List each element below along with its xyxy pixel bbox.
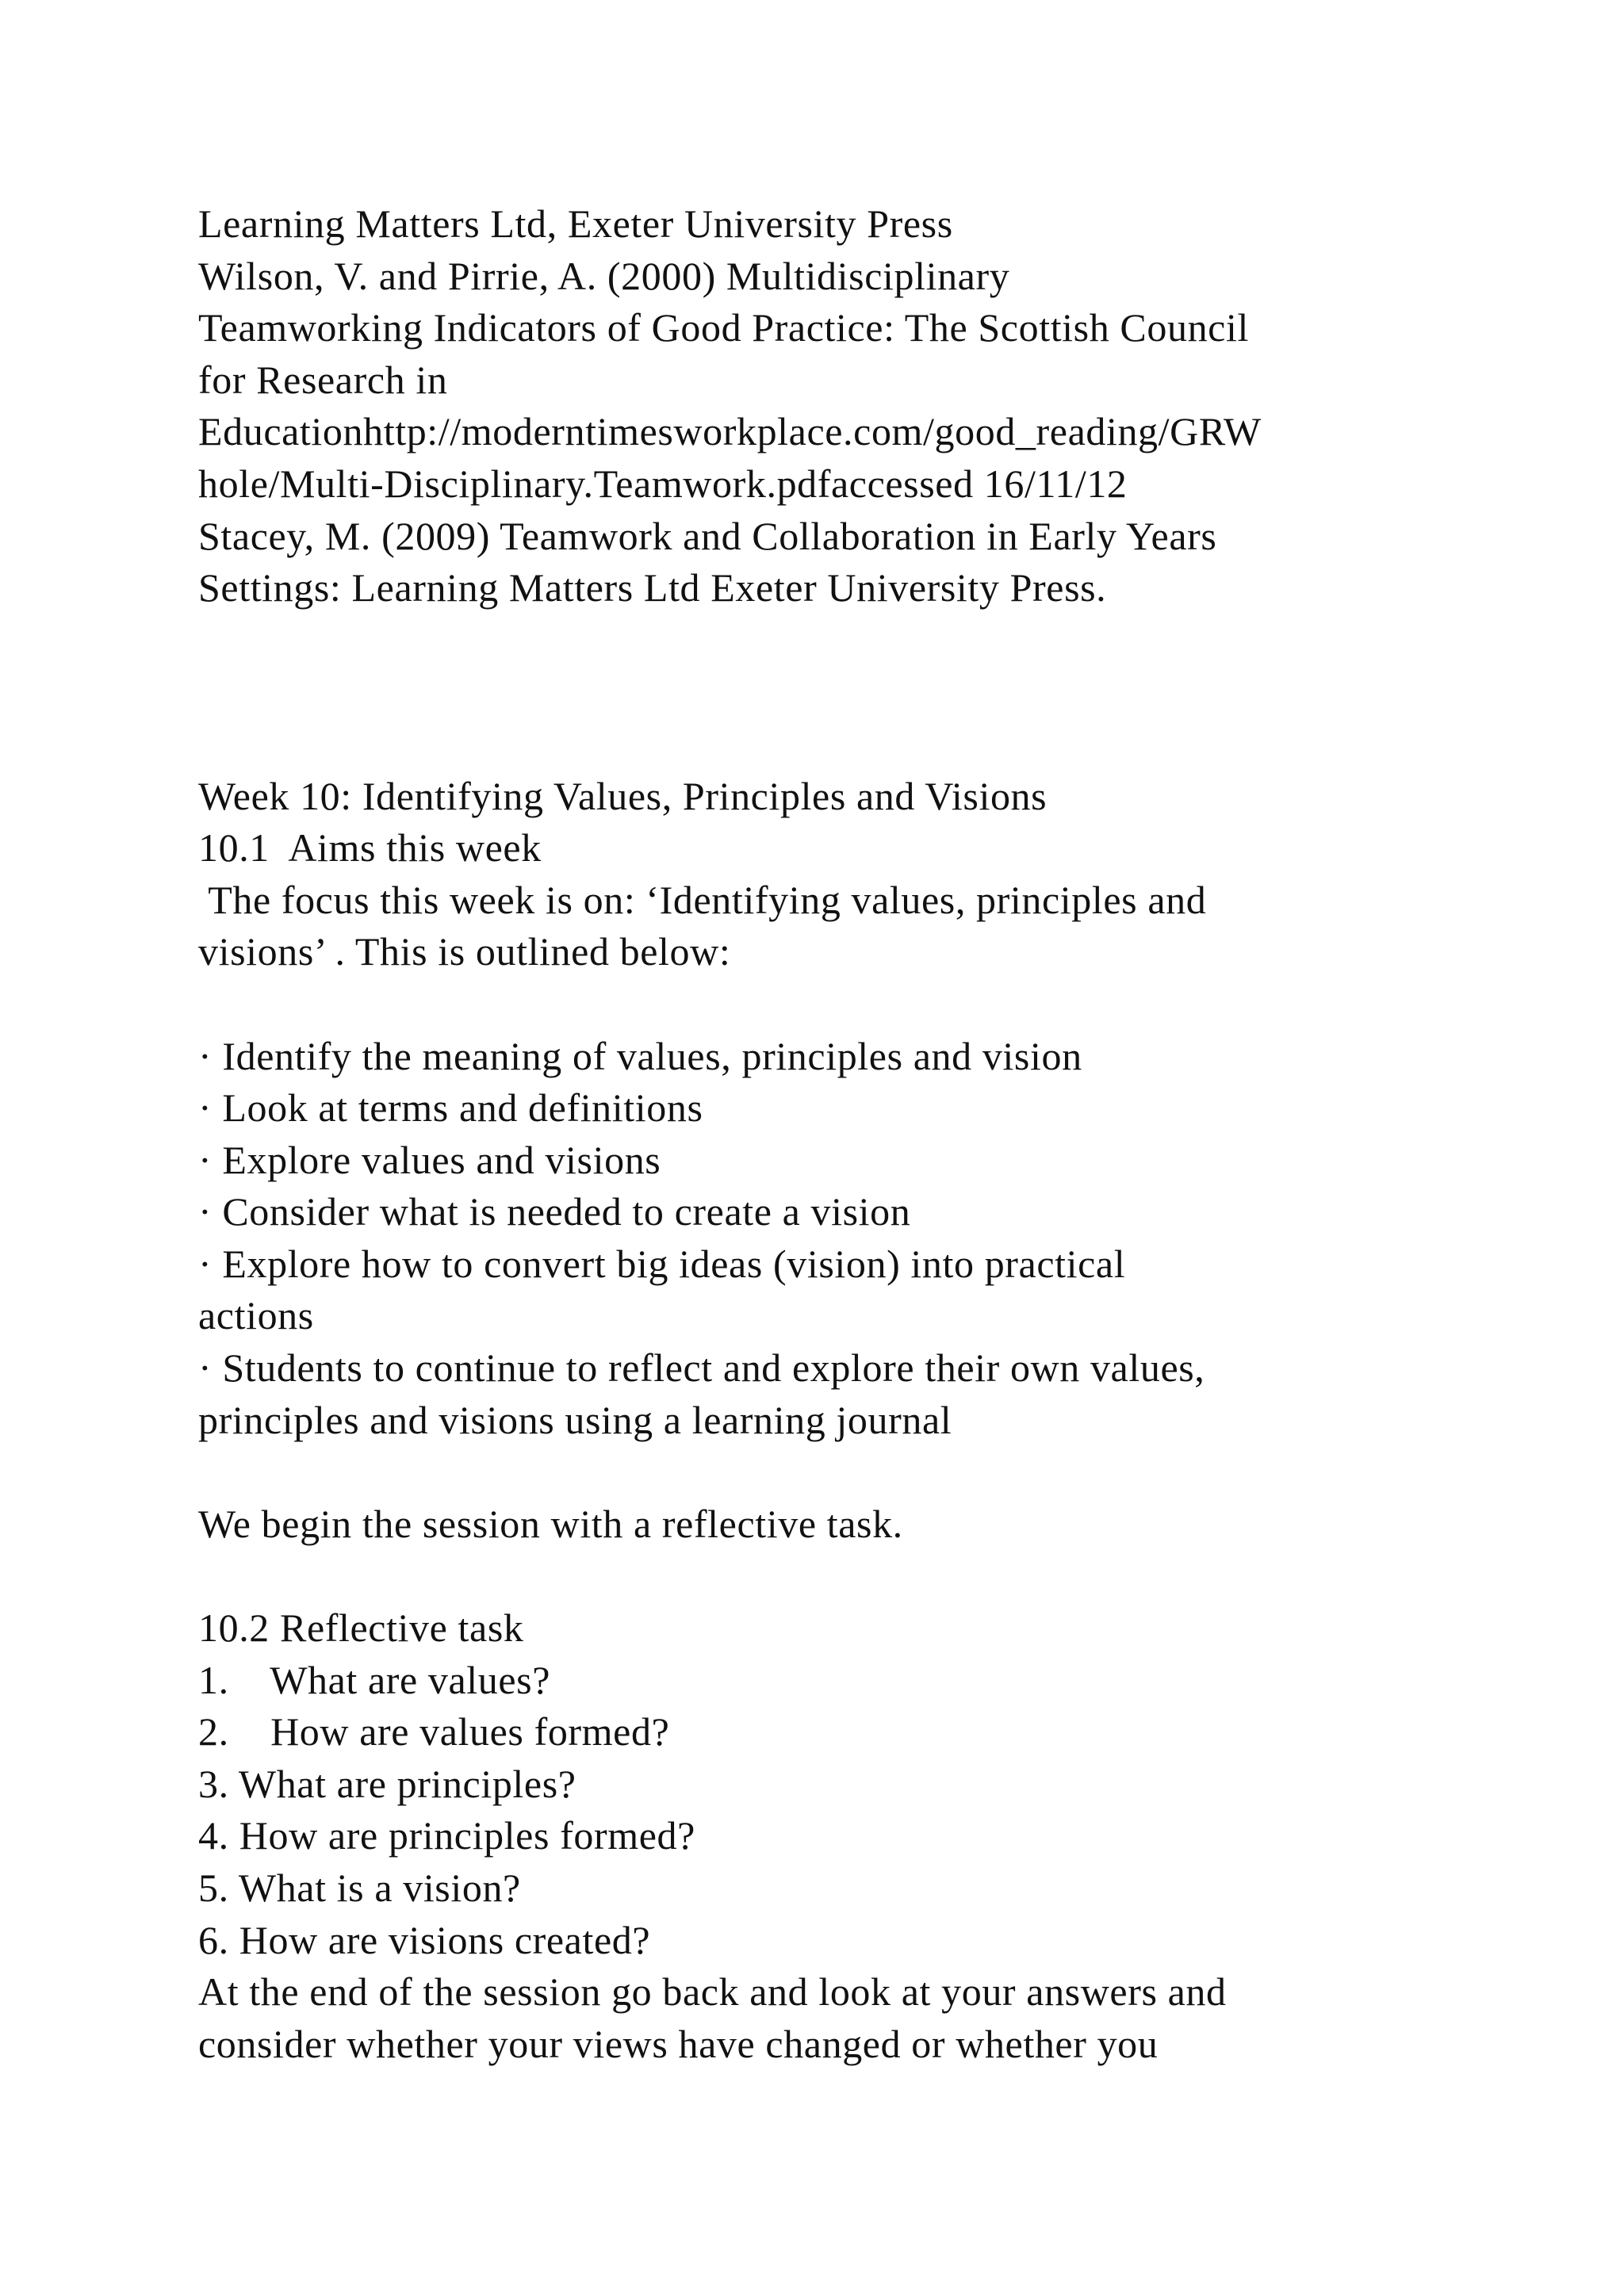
- reference-line: Stacey, M. (2009) Teamwork and Collaboration in Early Years: [198, 513, 1217, 558]
- reference-line: Learning Matters Ltd, Exeter University Press: [198, 201, 953, 246]
- document-body: [198, 198, 1467, 2070]
- reference-line: Wilson, V. and Pirrie, A. (2000) Multidisciplinary: [198, 253, 1010, 298]
- task-question: 2. How are values formed?: [198, 1709, 670, 1755]
- aims-heading: 10.1 Aims this week: [198, 825, 542, 871]
- aims-list: [198, 1031, 1467, 1447]
- task-question: 4. How are principles formed?: [198, 1813, 695, 1858]
- reference-list: [198, 198, 1467, 614]
- spacer: [198, 718, 1467, 771]
- reference-line: Teamworking Indicators of Good Practice: The Scottish Council: [198, 305, 1249, 350]
- closing-line: consider whether your views have changed or whether you: [198, 2021, 1159, 2066]
- task-question-list: [198, 1655, 1467, 1967]
- spacer: [198, 1550, 1467, 1602]
- aims-list-item: · Consider what is needed to create a vision: [198, 1189, 911, 1234]
- closing-line: At the end of the session go back and look at your answers and: [198, 1969, 1227, 2015]
- reference-line: for Research in: [198, 357, 448, 402]
- focus-line: visions’ . This is outlined below:: [198, 929, 731, 974]
- session-intro: We begin the session with a reflective task.: [198, 1501, 903, 1546]
- task-question: 5. What is a vision?: [198, 1866, 521, 1910]
- aims-list-item: · Students to continue to reflect and explore their own values,: [198, 1345, 1205, 1391]
- task-question: 6. How are visions created?: [198, 1917, 651, 1962]
- aims-list-item: actions: [198, 1293, 314, 1338]
- spacer: [198, 1446, 1467, 1498]
- spacer: [198, 666, 1467, 718]
- reference-line: hole/Multi-Disciplinary.Teamwork.pdfaccessed 16/11/12: [198, 461, 1128, 506]
- aims-list-item: principles and visions using a learning journal: [198, 1397, 952, 1442]
- aims-list-item: · Explore how to convert big ideas (vision) into practical: [198, 1241, 1126, 1286]
- week-heading: Week 10: Identifying Values, Principles and Visions: [198, 773, 1048, 818]
- task-question: 1. What are values?: [198, 1657, 551, 1702]
- focus-line: The focus this week is on: ‘Identifying values, principles and: [198, 877, 1207, 922]
- aims-list-item: · Look at terms and definitions: [198, 1085, 703, 1131]
- aims-list-item: · Identify the meaning of values, principles and vision: [198, 1033, 1082, 1078]
- spacer: [198, 614, 1467, 667]
- task-heading: 10.2 Reflective task: [198, 1605, 524, 1651]
- task-question: 3. What are principles?: [198, 1761, 576, 1806]
- aims-list-item: · Explore values and visions: [198, 1137, 661, 1182]
- spacer: [198, 978, 1467, 1031]
- reference-line: Settings: Learning Matters Ltd Exeter University Press.: [198, 565, 1107, 610]
- reference-line: Educationhttp://moderntimesworkplace.com/good_reading/GRW: [198, 409, 1262, 454]
